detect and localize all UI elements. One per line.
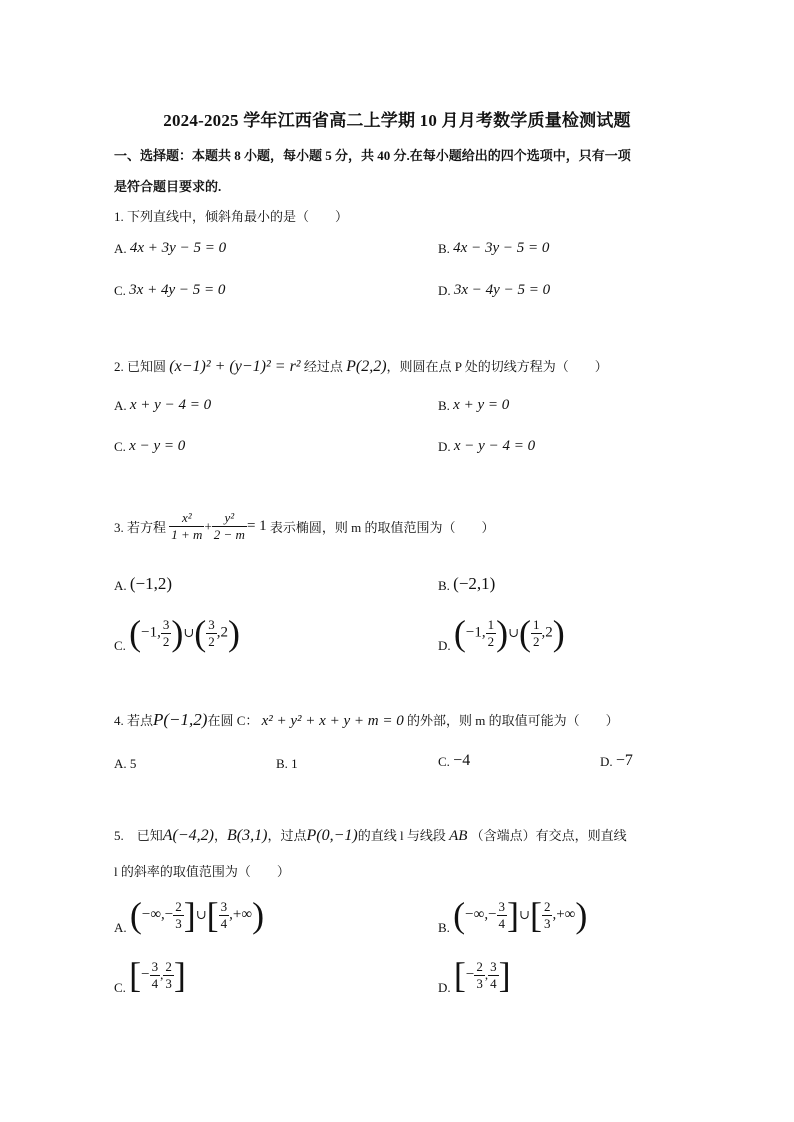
option-label: B. xyxy=(438,398,450,413)
q3-option-d[interactable]: D. (−1, $\frac{1}{2}$ )∪( $\frac{1}{2}$ ,2) xyxy=(438,613,565,653)
q2-mid-text: 经过点 xyxy=(303,359,343,374)
q2-option-c[interactable] xyxy=(114,438,185,455)
q5-option-c[interactable]: C. [− $\frac{3}{4}$ , $\frac{2}{3}$ ] xyxy=(114,955,186,995)
q5-option-b[interactable]: B. (−∞,− $\frac{3}{4}$ ]∪[ $\frac{2}{3}$ ,+∞) xyxy=(438,895,588,935)
plus-sign: + xyxy=(204,518,212,534)
q2-circle-equation: (x−1)² + (y−1)² = r² xyxy=(169,358,301,375)
q3-frac2-numerator: y² xyxy=(212,510,247,527)
option-value: 4x + 3y − 5 = 0 xyxy=(129,240,227,256)
page-title: 2024-2025 学年江西省高二上学期 10 月月考数学质量检测试题 xyxy=(163,111,631,130)
q4-option-a[interactable]: A. 5 xyxy=(114,756,137,771)
q1-option-b[interactable] xyxy=(438,240,549,257)
option-label: B. xyxy=(438,241,450,256)
q5-separator: ， xyxy=(214,828,228,843)
q3-frac1-denominator: 1 + m xyxy=(171,527,203,542)
option-label: A. xyxy=(114,920,127,935)
q1-option-c[interactable] xyxy=(114,282,225,299)
q5-option-a[interactable]: A. (−∞,− $\frac{2}{3}$ ]∪[ $\frac{3}{4}$ ,+∞) xyxy=(114,895,265,935)
option-label: B. xyxy=(438,578,450,593)
option-label: A. xyxy=(114,398,127,413)
q4-circle-equation: x² + y² + x + y + m = 0 xyxy=(261,713,404,729)
option-label: D. xyxy=(438,638,451,653)
q3-number: 3. 若方程 xyxy=(114,520,167,535)
option-label: A. xyxy=(114,241,127,256)
q5-tail-text2: （含端点）有交点，则直线 xyxy=(470,828,627,843)
q5-stem-line2: l 的斜率的取值范围为（ ） xyxy=(114,864,290,879)
option-label: C. xyxy=(438,754,450,769)
q4-point: P(−1,2) xyxy=(153,710,208,729)
section-header-line1: 一、选择题：本题共 8 小题，每小题 5 分，共 40 分.在每小题给出的四个选项中，只有一项 xyxy=(114,148,631,163)
option-label: C. xyxy=(114,980,126,995)
q3-option-a[interactable] xyxy=(114,574,172,594)
q3-tail-text: 表示椭圆，则 m 的取值范围为（ ） xyxy=(269,520,495,535)
q2-number: 2. 已知圆 xyxy=(114,359,167,374)
q4-stem xyxy=(114,710,619,730)
q5-number: 5. 已知 xyxy=(114,828,163,843)
q3-rhs: = 1 xyxy=(246,518,267,534)
q3-frac2-denominator: 2 − m xyxy=(213,527,245,542)
option-value: x + y = 0 xyxy=(453,397,510,413)
q4-number: 4. 若点 xyxy=(114,713,154,728)
q1-stem: 1. 下列直线中，倾斜角最小的是（ ） xyxy=(114,209,349,224)
option-value: (−2,1) xyxy=(453,574,496,593)
option-label: A. xyxy=(114,578,127,593)
q5-mid-text: ，过点 xyxy=(267,828,307,843)
q4-option-d[interactable] xyxy=(600,752,633,770)
q2-stem xyxy=(114,356,608,376)
option-value: 3x + 4y − 5 = 0 xyxy=(129,282,226,298)
q2-option-a[interactable] xyxy=(114,397,211,414)
option-label: B. xyxy=(438,920,450,935)
q5-segment: AB xyxy=(449,828,468,844)
q3-option-c[interactable]: C. (−1, $\frac{3}{2}$ )∪( $\frac{3}{2}$ ,2) xyxy=(114,613,241,653)
option-label: C. xyxy=(114,638,126,653)
q3-option-b[interactable] xyxy=(438,574,495,594)
paren: ( xyxy=(453,613,466,653)
q2-tail-text: ，则圆在点 P 处的切线方程为（ ） xyxy=(386,359,608,374)
option-value: x − y = 0 xyxy=(129,438,186,454)
option-value: 4x − 3y − 5 = 0 xyxy=(453,240,550,256)
option-value: 3x − 4y − 5 = 0 xyxy=(453,282,551,298)
q4-mid-text: 在圆 C： xyxy=(207,713,259,728)
q5-point-a: A(−4,2) xyxy=(162,827,214,844)
section-header-line2: 是符合题目要求的. xyxy=(114,179,222,194)
q4-tail-text: 的外部，则 m 的取值可能为（ ） xyxy=(406,713,619,728)
option-value: (−1,2) xyxy=(129,574,173,593)
q5-point-b: B(3,1) xyxy=(227,827,268,844)
q5-tail-text: 的直线 l 与线段 xyxy=(357,828,446,843)
paren: ( xyxy=(129,613,142,653)
option-label: C. xyxy=(114,283,126,298)
q2-point: P(2,2) xyxy=(346,358,387,375)
q4-option-b[interactable]: B. 1 xyxy=(276,756,298,771)
option-value: −7 xyxy=(615,752,633,769)
option-value: x + y − 4 = 0 xyxy=(129,397,212,413)
option-label: D. xyxy=(438,283,451,298)
q2-option-d[interactable] xyxy=(438,438,535,455)
q4-option-c[interactable] xyxy=(438,752,470,770)
option-label: C. xyxy=(114,439,126,454)
q5-stem xyxy=(114,825,627,845)
q3-stem xyxy=(114,510,495,543)
option-value: −4 xyxy=(453,752,471,769)
q3-fraction-1 xyxy=(169,510,204,543)
q5-option-d[interactable]: D. [− $\frac{2}{3}$ , $\frac{3}{4}$ ] xyxy=(438,955,511,995)
q5-point-p: P(0,−1) xyxy=(306,827,358,844)
option-value: x − y − 4 = 0 xyxy=(453,438,536,454)
q3-fraction-2 xyxy=(212,510,247,543)
q1-option-d[interactable] xyxy=(438,282,550,299)
option-label: D. xyxy=(438,439,451,454)
q2-option-b[interactable] xyxy=(438,397,509,414)
option-label: D. xyxy=(600,754,613,769)
q1-option-a[interactable] xyxy=(114,240,226,257)
option-label: D. xyxy=(438,980,451,995)
q3-frac1-numerator: x² xyxy=(169,510,204,527)
